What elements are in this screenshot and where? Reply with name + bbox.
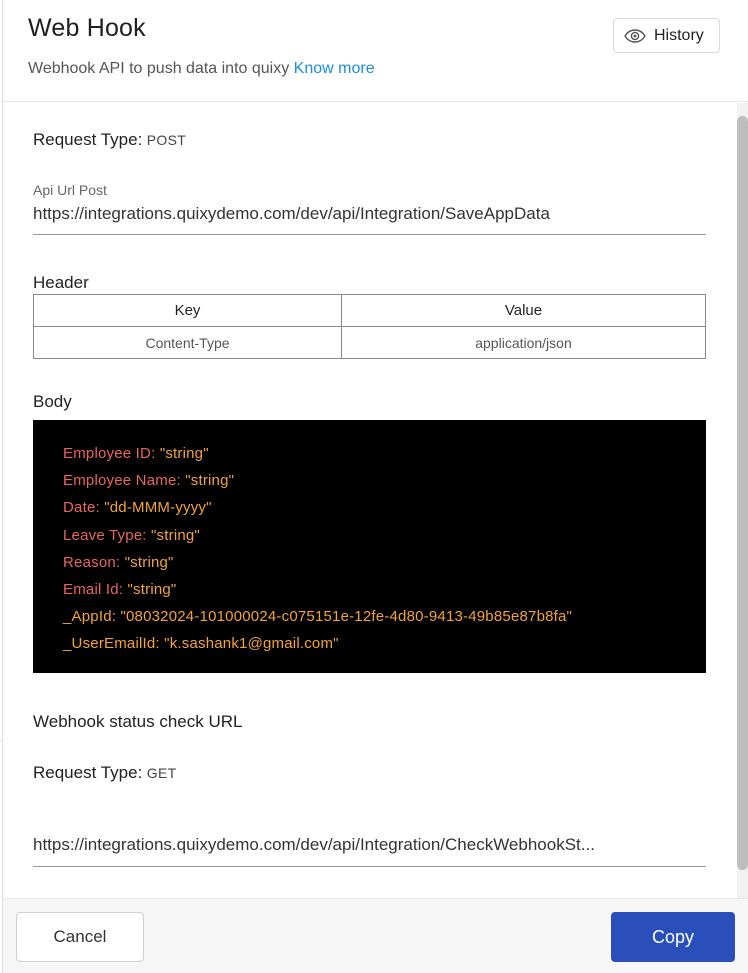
eye-icon bbox=[624, 29, 646, 43]
header-value-cell: application/json bbox=[342, 327, 706, 359]
history-label: History bbox=[654, 26, 704, 44]
scrollbar-thumb[interactable] bbox=[737, 116, 748, 870]
code-value: "string" bbox=[159, 445, 209, 462]
code-key: _AppId: bbox=[63, 608, 117, 626]
code-line bbox=[63, 494, 706, 521]
status-request-type bbox=[33, 763, 176, 783]
column-header-key: Key bbox=[34, 295, 342, 327]
subtitle-text: Webhook API to push data into quixy bbox=[28, 60, 290, 77]
code-key: _UserEmailId: bbox=[63, 635, 160, 653]
header-key-cell: Content-Type bbox=[34, 327, 342, 359]
panel-title: Web Hook bbox=[28, 14, 146, 42]
api-url-label: Api Url Post bbox=[33, 182, 107, 198]
panel-header bbox=[3, 0, 748, 102]
know-more-link[interactable]: Know more bbox=[293, 60, 375, 77]
code-value: "k.sashank1@gmail.com" bbox=[164, 635, 339, 653]
code-value: "string" bbox=[185, 472, 235, 490]
code-key: Reason: bbox=[63, 553, 121, 571]
cancel-button[interactable]: Cancel bbox=[16, 912, 144, 962]
api-url-field[interactable]: https://integrations.quixydemo.com/dev/api/Integration/SaveAppData bbox=[33, 204, 706, 235]
code-line bbox=[63, 576, 706, 603]
status-check-label: Webhook status check URL bbox=[33, 712, 243, 731]
code-line bbox=[63, 630, 706, 657]
body-code-block[interactable] bbox=[33, 420, 706, 673]
request-type-label: Request Type: bbox=[33, 130, 143, 149]
code-value: "string" bbox=[151, 526, 200, 544]
code-line bbox=[63, 440, 706, 467]
code-value: "string" bbox=[127, 581, 177, 599]
request-type-value: POST bbox=[146, 132, 187, 148]
code-value: "08032024-101000024-c075151e-12fe-4d80-9413-49b85e87b8fa" bbox=[120, 608, 573, 626]
header-table bbox=[33, 294, 706, 359]
code-value: "string" bbox=[124, 553, 174, 571]
code-key: Date: bbox=[63, 499, 100, 517]
code-key: Employee Name: bbox=[63, 472, 181, 490]
webhook-panel bbox=[2, 0, 748, 973]
request-type bbox=[33, 130, 186, 150]
status-request-type-label: Request Type: bbox=[33, 763, 143, 782]
copy-button[interactable]: Copy bbox=[611, 912, 735, 962]
status-url-field[interactable]: https://integrations.quixydemo.com/dev/api/Integration/CheckWebhookSt... bbox=[33, 835, 706, 867]
code-key: Leave Type: bbox=[63, 526, 147, 544]
panel-content bbox=[3, 103, 748, 898]
code-line bbox=[63, 603, 706, 630]
status-request-type-value: GET bbox=[146, 765, 177, 781]
history-button[interactable] bbox=[613, 18, 720, 53]
panel-subtitle bbox=[28, 60, 375, 78]
column-header-value: Value bbox=[342, 295, 706, 327]
code-key: Employee ID: bbox=[63, 445, 156, 462]
code-line bbox=[63, 522, 706, 549]
header-section-label: Header bbox=[33, 273, 89, 292]
code-line bbox=[63, 467, 706, 494]
code-key: Email Id: bbox=[63, 581, 124, 599]
table-row bbox=[34, 327, 706, 359]
panel-footer bbox=[3, 898, 748, 973]
code-line bbox=[63, 549, 706, 576]
body-section-label: Body bbox=[33, 392, 72, 411]
code-value: "dd-MMM-yyyy" bbox=[104, 499, 212, 517]
